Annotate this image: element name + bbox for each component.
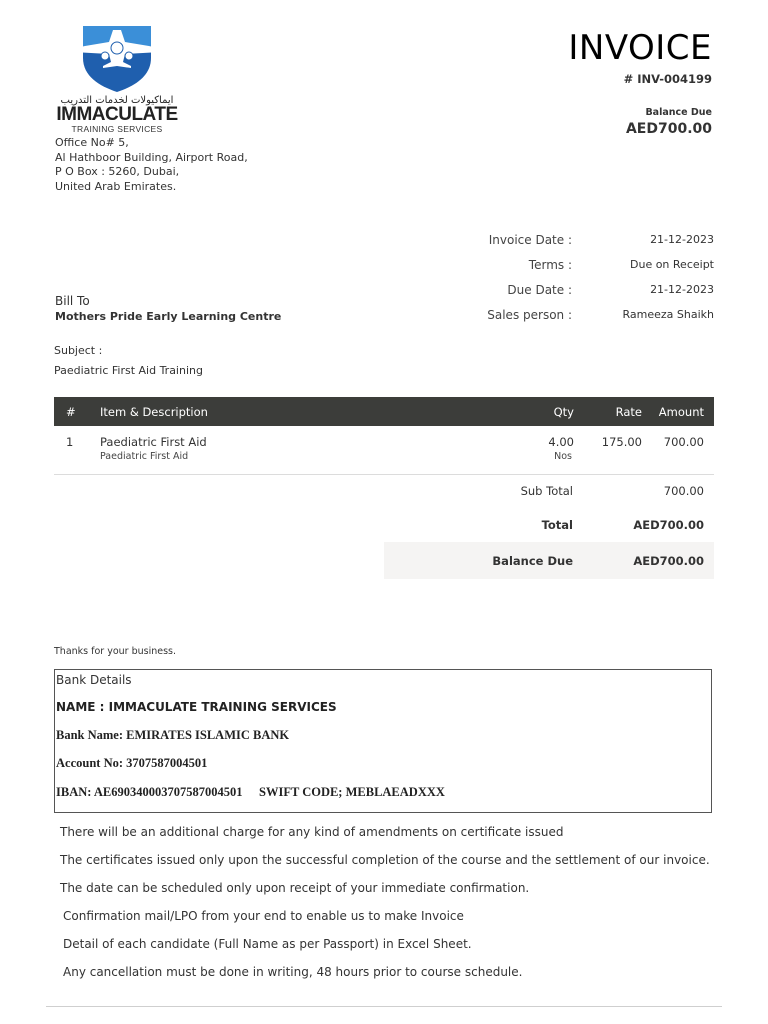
meta-row-sales-person: [470, 302, 714, 327]
bank-name: Bank Name: EMIRATES ISLAMIC BANK: [56, 728, 290, 742]
terms-item: There will be an additional charge for any kind of amendments on certificate issued: [60, 825, 564, 839]
logo-name: IMMACULATE: [56, 104, 178, 125]
header-rate: Rate: [615, 404, 642, 419]
address-line: Office No# 5,: [55, 136, 129, 149]
subtotal-value: 700.00: [663, 484, 704, 498]
header-num: #: [66, 404, 76, 419]
total-label: Total: [541, 518, 573, 532]
invoice-number: # INV-004199: [623, 72, 712, 86]
subtotal-label: Sub Total: [520, 484, 573, 498]
subject-value: Paediatric First Aid Training: [54, 364, 203, 377]
row-num: 1: [66, 435, 74, 449]
balance-label: Balance Due: [492, 553, 573, 568]
logo-arabic-text: ايماكيولات لخدمات التدريب: [60, 95, 174, 106]
total-row: [384, 508, 714, 542]
notes-text: Thanks for your business.: [54, 646, 177, 657]
footer-divider: [46, 1006, 722, 1007]
organization-address: [55, 136, 248, 194]
bill-to-label: Bill To: [55, 294, 90, 308]
invoice-meta: [470, 227, 714, 327]
total-value: AED700.00: [633, 518, 704, 532]
balance-due-row: [384, 542, 714, 579]
terms-item: The certificates issued only upon the successful completion of the course and the settlement of our invoice.: [60, 853, 710, 867]
meta-label: Terms :: [528, 257, 572, 272]
terms-item: Confirmation mail/LPO from your end to enable us to make Invoice: [63, 909, 464, 923]
address-line: P O Box : 5260, Dubai,: [55, 165, 180, 179]
table-row: [54, 426, 714, 475]
invoice-title: INVOICE: [568, 28, 712, 68]
bank-details-box: [54, 669, 712, 813]
meta-value: Due on Receipt: [630, 258, 714, 271]
balance-due-value: AED700.00: [625, 121, 712, 137]
bank-iban: IBAN: AE690340003707587004501: [56, 785, 243, 799]
meta-row-due-date: [470, 277, 714, 302]
bank-swift-code: SWIFT CODE; MEBLAEADXXX: [259, 785, 445, 799]
address-line: United Arab Emirates.: [55, 179, 177, 193]
balance-value: AED700.00: [633, 553, 704, 568]
logo-subtitle: TRAINING SERVICES: [71, 124, 163, 134]
terms-item: The date can be scheduled only upon receipt of your immediate confirmation.: [60, 881, 530, 895]
header-qty: Qty: [553, 404, 574, 419]
row-item: Paediatric First Aid: [100, 435, 207, 449]
balance-due-label: Balance Due: [645, 107, 712, 118]
subtotal-row: [384, 474, 714, 508]
meta-row-terms: [470, 252, 714, 277]
row-description: Paediatric First Aid: [100, 451, 189, 462]
bank-details-title: Bank Details: [56, 673, 132, 687]
bank-account-number: Account No: 3707587004501: [56, 756, 208, 770]
row-unit: Nos: [554, 451, 572, 462]
subject-label: Subject :: [54, 344, 103, 357]
header-item: Item & Description: [100, 404, 208, 419]
meta-value: Rameeza Shaikh: [622, 308, 714, 321]
meta-value: 21-12-2023: [650, 233, 714, 246]
totals-block: [384, 474, 714, 579]
terms-item: Detail of each candidate (Full Name as per Passport) in Excel Sheet.: [63, 937, 472, 951]
row-rate: 175.00: [601, 435, 642, 449]
meta-label: Sales person :: [487, 307, 572, 322]
meta-row-invoice-date: [470, 227, 714, 252]
bank-account-name: NAME : IMMACULATE TRAINING SERVICES: [56, 700, 337, 714]
address-line: Al Hathboor Building, Airport Road,: [55, 150, 248, 164]
items-table: [54, 397, 714, 475]
terms-list: [60, 825, 710, 993]
terms-item: Any cancellation must be done in writing, 48 hours prior to course schedule.: [63, 965, 523, 979]
row-amount: 700.00: [663, 435, 704, 449]
meta-label: Invoice Date :: [488, 232, 572, 247]
company-logo: [56, 24, 178, 134]
row-item-cell: [100, 426, 460, 474]
meta-value: 21-12-2023: [650, 283, 714, 296]
meta-label: Due Date :: [507, 282, 572, 297]
table-header: [54, 397, 714, 426]
row-qty-cell: [460, 426, 582, 474]
bill-to-name: Mothers Pride Early Learning Centre: [55, 310, 282, 323]
airplane-shield-icon: [69, 24, 165, 94]
header-amount: Amount: [658, 404, 704, 419]
row-qty: 4.00: [548, 435, 574, 449]
